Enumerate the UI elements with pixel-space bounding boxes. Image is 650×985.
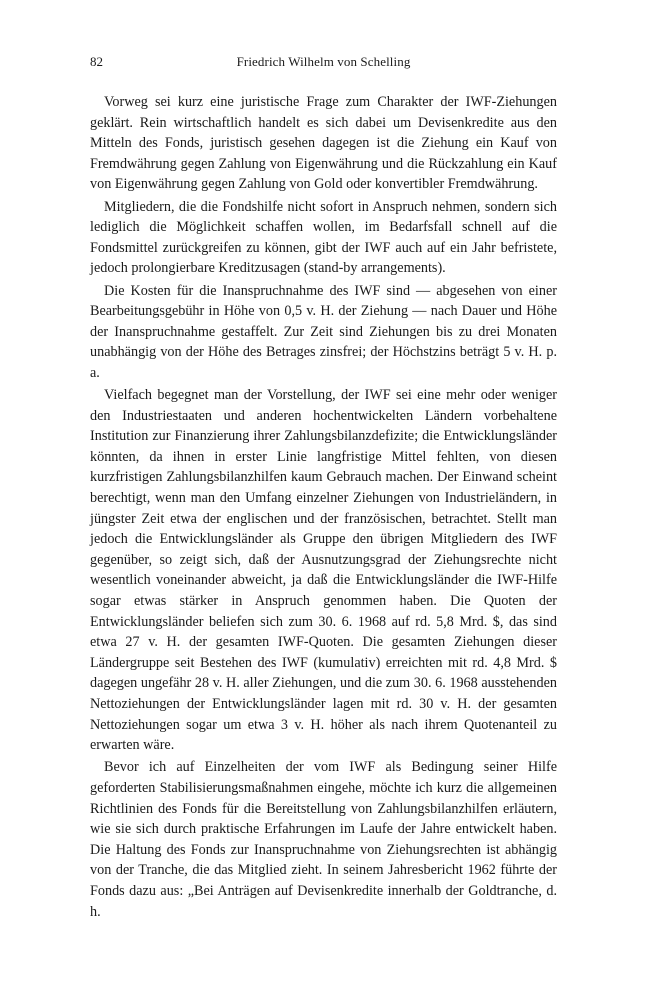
paragraph: Vorweg sei kurz eine juristische Frage zum Charakter der IWF-Ziehungen geklärt. Rein wirtschaftlich handelt es sich dabei um Devisenkredite aus den Mitteln des Fonds, juristisch gesehen dagegen ist die Ziehung ein Kauf von Fremdwährung gegen Zahlung von Eigenwährung und die Rückzahlung ein Kauf von Eigenwährung gegen Zahlung von Gold oder konvertibler Fremdwährung. — [90, 94, 557, 193]
paragraph: Die Kosten für die Inanspruchnahme des IWF sind — abgesehen von einer Bearbeitungsgebühr in Höhe von 0,5 v. H. der Ziehung — nach Dauer und Höhe der Inanspruchnahme gestaffelt. Zur Zeit sind Ziehungen bis zu drei Monaten unabhängig von der Höhe des Betrages zinsfrei; der Höchstzins beträgt 5 v. H. p. a. — [90, 282, 557, 381]
paragraph: Mitgliedern, die die Fondshilfe nicht sofort in Anspruch nehmen, sondern sich lediglich die Möglichkeit schaffen wollen, im Bedarfsfall schnell auf die Fondsmittel zurückgreifen zu können, gibt der IWF auch auf ein Jahr befristete, jedoch prolongierbare Kreditzusagen (stand-by arrangements). — [90, 198, 557, 277]
book-page — [90, 50, 557, 924]
body-text — [90, 92, 557, 922]
running-head: Friedrich Wilhelm von Schelling — [236, 54, 411, 69]
paragraph: Vielfach begegnet man der Vorstellung, der IWF sei eine mehr oder weniger den Industriestaaten und anderen hochentwickelten Ländern vorbehaltene Institution zur Finanzierung ihrer Zahlungsbilanzdefizite; die Entwicklungsländer könnten, da ihnen in erster Linie langfristige Mittel fehlten, von diesen kurzfristigen Zahlungsbilanzhilfen kaum Gebrauch machen. Der Einwand scheint berechtigt, wenn man den Umfang einzelner Ziehungen von Industrieländern, in jüngster Zeit etwa der englischen und der französischen, betrachtet. Stellt man jedoch die Entwicklungsländer als Gruppe den übrigen Mitgliedern des IWF gegenüber, so zeigt sich, daß der Ausnutzungsgrad der Ziehungsrechte nicht wesentlich voneinander abweicht, ja daß die Entwicklungsländer die IWF-Hilfe sogar etwas stärker in Anspruch genommen haben. Die Quoten der Entwicklungsländer beliefen sich zum 30. 6. 1968 auf rd. 5,8 Mrd. $, das sind etwa 27 v. H. der gesamten IWF-Quoten. Die gesamten Ziehungen dieser Ländergruppe seit Bestehen des IWF (kumulativ) erreichten mit rd. 4,8 Mrd. $ dagegen ungefähr 28 v. H. aller Ziehungen, und die zum 30. 6. 1968 ausstehenden Nettoziehungen der Entwicklungsländer lagen mit rd. 30 v. H. der gesamten Nettoziehungen sogar um etwa 3 v. H. höher als nach ihrem Quotenanteil zu erwarten wäre. — [90, 387, 557, 754]
paragraph: Bevor ich auf Einzelheiten der vom IWF als Bedingung seiner Hilfe geforderten Stabilisierungsmaßnahmen eingehe, möchte ich kurz die allgemeinen Richtlinien des Fonds für die Bereitstellung von Zahlungsbilanzhilfen erläutern, wie sie sich durch praktische Erfahrungen im Laufe der Jahre entwickelt haben. Die Haltung des Fonds zur Inanspruchnahme von Ziehungsrechten ist abhängig von der Tranche, die das Mitglied zieht. In seinem Jahresbericht 1962 führte der Fonds dazu aus: „Bei Anträgen auf Devisenkredite innerhalb der Goldtranche, d. h. — [90, 759, 557, 920]
page-number: 82 — [90, 54, 103, 69]
page-header — [90, 50, 557, 74]
